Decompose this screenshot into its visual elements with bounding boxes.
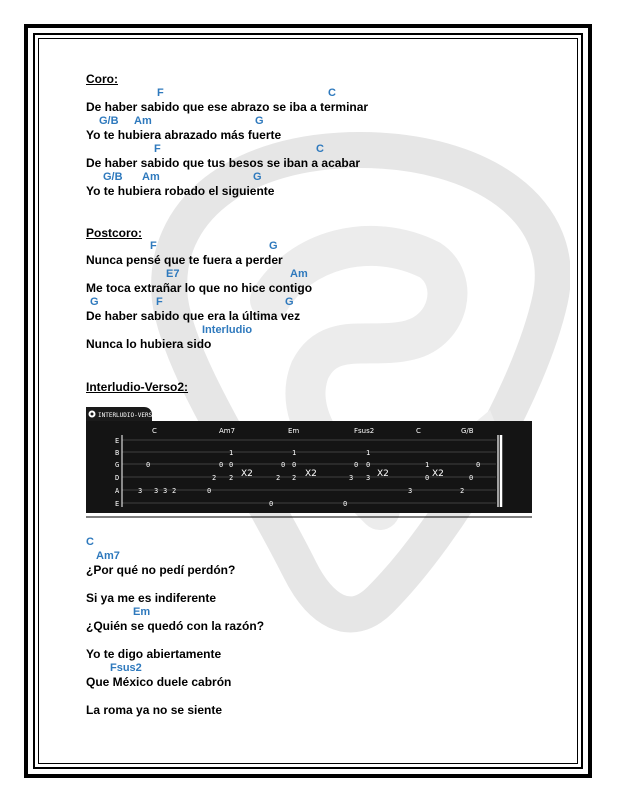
fret-number: 2 [172,487,177,495]
chord: G [90,296,99,308]
chord: F [154,143,161,155]
fret-number: 3 [366,474,371,482]
fret-number: 0 [425,474,430,482]
lyric-line: ¿Por qué no pedí perdón? [86,563,236,577]
coro-heading: Coro: [86,72,118,86]
fret-number: 1 [292,449,297,457]
chord: Am [142,171,160,183]
fret-number: 0 [469,474,474,482]
lyric-line: ¿Quién se quedó con la razón? [86,619,265,633]
interludio-heading: Interludio-Verso2: [86,380,189,394]
tab-chord: Am7 [219,427,236,435]
chord: Interludio [202,324,253,336]
chord: Em [133,606,151,618]
tab-chord: G/B [461,427,474,435]
fret-number: 0 [292,461,297,469]
chord: C [86,536,94,548]
guitar-tab [86,407,532,519]
tab-chord: Em [288,427,300,435]
lyric-line: Nunca pensé que te fuera a perder [86,253,283,267]
repeat-label: X2 [241,469,253,479]
fret-number: 0 [354,461,359,469]
chord: F [150,240,157,252]
fret-number: 2 [292,474,297,482]
fret-number: 0 [366,461,371,469]
fret-number: 3 [163,487,168,495]
chord: F [157,87,164,99]
fret-number: 0 [476,461,481,469]
lyric-line: Si ya me es indiferente [86,591,217,605]
lyric-line: Yo te digo abiertamente [86,647,222,661]
fret-number: 0 [229,461,234,469]
fret-number: 3 [138,487,143,495]
string-name: E [115,437,120,445]
postcoro-heading: Postcoro: [86,226,143,240]
chord: G [285,296,294,308]
fret-number: 2 [212,474,217,482]
fret-number: 2 [229,474,234,482]
fret-number: 0 [343,500,348,508]
tab-chord: Fsus2 [354,427,375,435]
fret-number: 1 [229,449,234,457]
chord: G [269,240,278,252]
chord: G [255,115,264,127]
string-name: A [115,487,120,495]
lyric-line: Que México duele cabrón [86,675,232,689]
chord: G/B [103,171,123,183]
tab-title: INTERLUDIO-VERSO [98,412,156,419]
chord: E7 [166,268,180,280]
lyric-line: Yo te hubiera robado el siguiente [86,184,275,198]
fret-number: 0 [269,500,274,508]
fret-number: 2 [276,474,281,482]
fret-number: 1 [366,449,371,457]
fret-number: 3 [154,487,159,495]
chord: F [156,296,163,308]
repeat-label: X2 [432,469,444,479]
tab-chord: C [416,427,421,435]
repeat-label: X2 [377,469,389,479]
chord: Am7 [96,550,120,562]
tab-chord: C [152,427,157,435]
fret-number: 3 [408,487,413,495]
lyric-line: De haber sabido que era la última vez [86,309,301,323]
string-name: E [115,500,120,508]
chord: Fsus2 [110,662,142,674]
string-name: B [115,449,120,457]
fret-number: 0 [207,487,212,495]
fret-number: 2 [460,487,465,495]
chord: G/B [99,115,119,127]
string-name: D [115,474,120,482]
fret-number: 0 [219,461,224,469]
chord: C [316,143,324,155]
chord: C [328,87,336,99]
lyric-line: Me toca extrañar lo que no hice contigo [86,281,313,295]
fret-number: 0 [281,461,286,469]
repeat-label: X2 [305,469,317,479]
lyric-line: De haber sabido que ese abrazo se iba a terminar [86,100,369,114]
lyric-line: La roma ya no se siente [86,703,223,717]
lyric-line: De haber sabido que tus besos se iban a acabar [86,156,361,170]
chord: Am [290,268,308,280]
chord: Am [134,115,152,127]
fret-number: 0 [146,461,151,469]
chord: G [253,171,262,183]
lyric-line: Yo te hubiera abrazado más fuerte [86,128,282,142]
string-name: G [115,461,120,469]
lyric-line: Nunca lo hubiera sido [86,337,212,351]
fret-number: 3 [349,474,354,482]
fret-number: 1 [425,461,430,469]
